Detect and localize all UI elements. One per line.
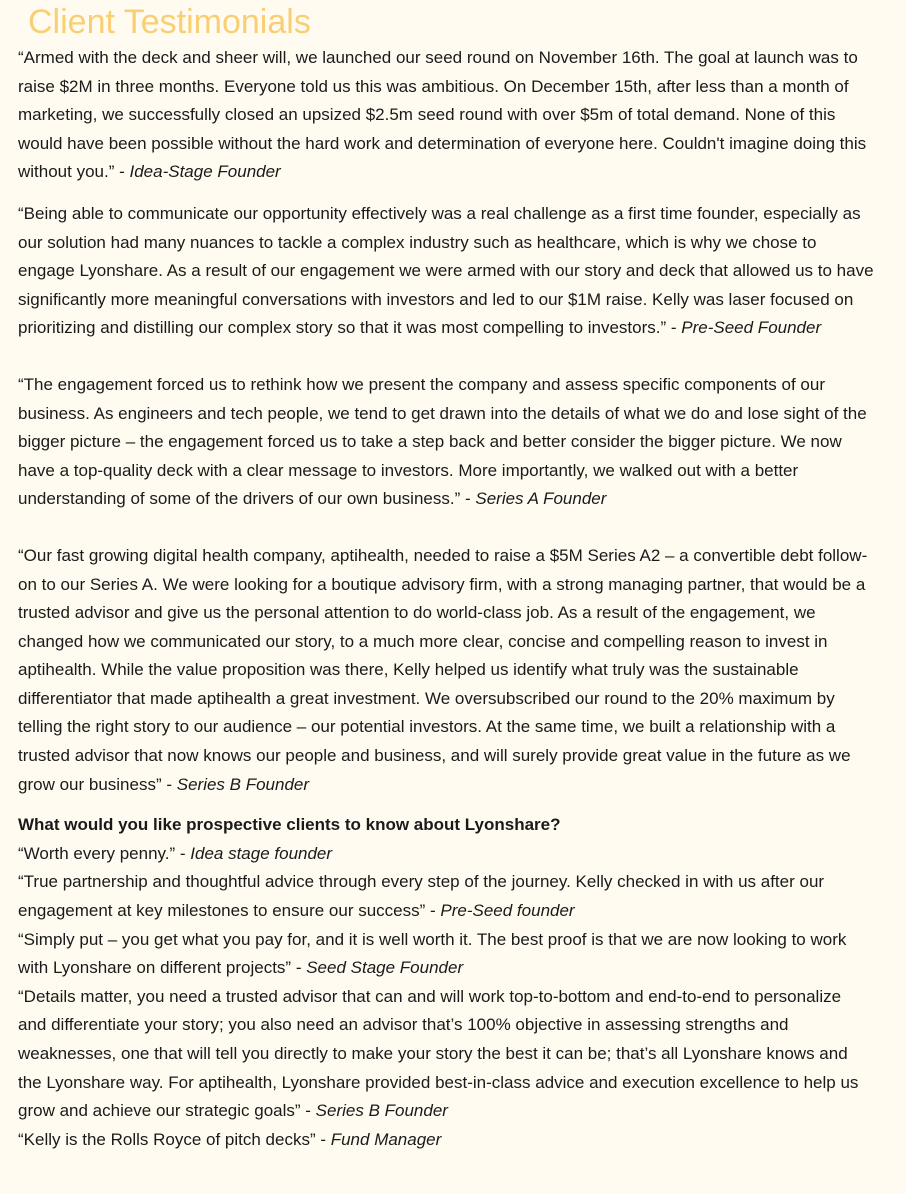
testimonial-attribution: Pre-Seed Founder bbox=[681, 318, 822, 338]
faq-answer-2 bbox=[18, 868, 874, 925]
spacer bbox=[18, 187, 874, 200]
testimonial-quote: “Being able to communicate our opportunity effectively was a real challenge as a first time founder, especially as our solution had many nuances to tackle a complex industry such as healthcare, which is why we chose to engage Lyonshare. As a result of our engagement we were armed with our story and deck that allowed us to have significantly more meaningful conversations with investors and led to our $1M raise. Kelly was laser focused on prioritizing and distilling our complex story so that it was most compelling to investors.” bbox=[18, 203, 874, 338]
answer-attribution: Idea stage founder bbox=[190, 843, 333, 863]
testimonial-2 bbox=[18, 200, 874, 343]
answer-attribution: Seed Stage Founder bbox=[306, 958, 464, 978]
spacer bbox=[18, 514, 874, 542]
answer-quote: “Simply put – you get what you pay for, and it is well worth it. The best proof is that we are now looking to work with Lyonshare on different projects” bbox=[18, 929, 847, 978]
testimonial-separator: - bbox=[460, 489, 476, 509]
testimonial-quote: “Armed with the deck and sheer will, we launched our seed round on November 16th. The goal at launch was to raise $2M in three months. Everyone told us this was ambitious. On December 15th, after less than a month of marketing, we successfully closed an upsized $2.5m seed round with over $5m of total demand. None of this would have been possible without the hard work and determination of everyone here. Couldn't imagine doing this without you.” bbox=[18, 48, 867, 182]
answer-attribution: Fund Manager bbox=[330, 1129, 442, 1149]
faq-answer-3 bbox=[18, 926, 874, 983]
answer-quote: “Kelly is the Rolls Royce of pitch decks” bbox=[18, 1129, 316, 1149]
testimonial-quote: “The engagement forced us to rethink how we present the company and assess specific components of our business. As engineers and tech people, we tend to get drawn into the details of what we do and lose sight of the bigger picture – the engagement forced us to take a step back and better consider the bigger picture. We now have a top-quality deck with a clear message to investors. More importantly, we walked out with a better understanding of some of the drivers of our own business.” bbox=[18, 374, 867, 509]
answer-separator: - bbox=[291, 958, 307, 978]
testimonial-separator: - bbox=[114, 162, 130, 182]
testimonial-1 bbox=[18, 44, 874, 187]
faq-answer-4 bbox=[18, 983, 874, 1126]
answer-quote: “Details matter, you need a trusted advisor that can and will work top-to-bottom and end-to-end to personalize and differentiate your story; you also need an advisor that’s 100% objective in assessing strengths and weaknesses, one that will tell you directly to make your story the best it can be; that’s all Lyonshare knows and the Lyonshare way. For aptihealth, Lyonshare provided best-in-class advice and execution excellence to help us grow and achieve our strategic goals” bbox=[18, 986, 859, 1121]
answer-quote: “Worth every penny.” bbox=[18, 843, 176, 863]
spacer bbox=[18, 343, 874, 371]
testimonial-3 bbox=[18, 371, 874, 514]
testimonial-separator: - bbox=[666, 318, 682, 338]
testimonial-attribution: Idea-Stage Founder bbox=[129, 162, 281, 182]
testimonial-attribution: Series A Founder bbox=[475, 489, 607, 509]
answer-separator: - bbox=[175, 843, 191, 863]
testimonial-4 bbox=[18, 542, 874, 799]
testimonial-separator: - bbox=[161, 774, 177, 794]
answer-separator: - bbox=[300, 1101, 316, 1121]
faq-question: What would you like prospective clients to know about Lyonshare? bbox=[18, 815, 561, 835]
answer-separator: - bbox=[425, 901, 441, 921]
answer-attribution: Pre-Seed founder bbox=[440, 901, 575, 921]
testimonial-attribution: Series B Founder bbox=[176, 774, 310, 794]
page-title: Client Testimonials bbox=[28, 3, 311, 41]
answer-attribution: Series B Founder bbox=[315, 1101, 448, 1121]
faq-answer-5 bbox=[18, 1126, 874, 1155]
answer-separator: - bbox=[315, 1129, 331, 1149]
answer-quote: “True partnership and thoughtful advice through every step of the journey. Kelly checked in with us after our engagement at key milestones to ensure our success” bbox=[18, 872, 825, 921]
faq-answer-1 bbox=[18, 840, 874, 869]
spacer bbox=[18, 799, 874, 811]
testimonial-quote: “Our fast growing digital health company, aptihealth, needed to raise a $5M Series A2 – a convertible debt follow-on to our Series A. We were looking for a boutique advisory firm, with a strong managing partner, that would be a trusted advisor and give us the personal attention to do world-class job. As a result of the engagement, we changed how we communicated our story, to a much more clear, concise and compelling reason to invest in aptihealth. While the value proposition was there, Kelly helped us identify what truly was the sustainable differentiator that made aptihealth a great investment. We oversubscribed our round to the 20% maximum by telling the right story to our audience – our potential investors. At the same time, we built a relationship with a trusted advisor that now knows our people and business, and will surely provide great value in the future as we grow our business” bbox=[18, 545, 868, 794]
